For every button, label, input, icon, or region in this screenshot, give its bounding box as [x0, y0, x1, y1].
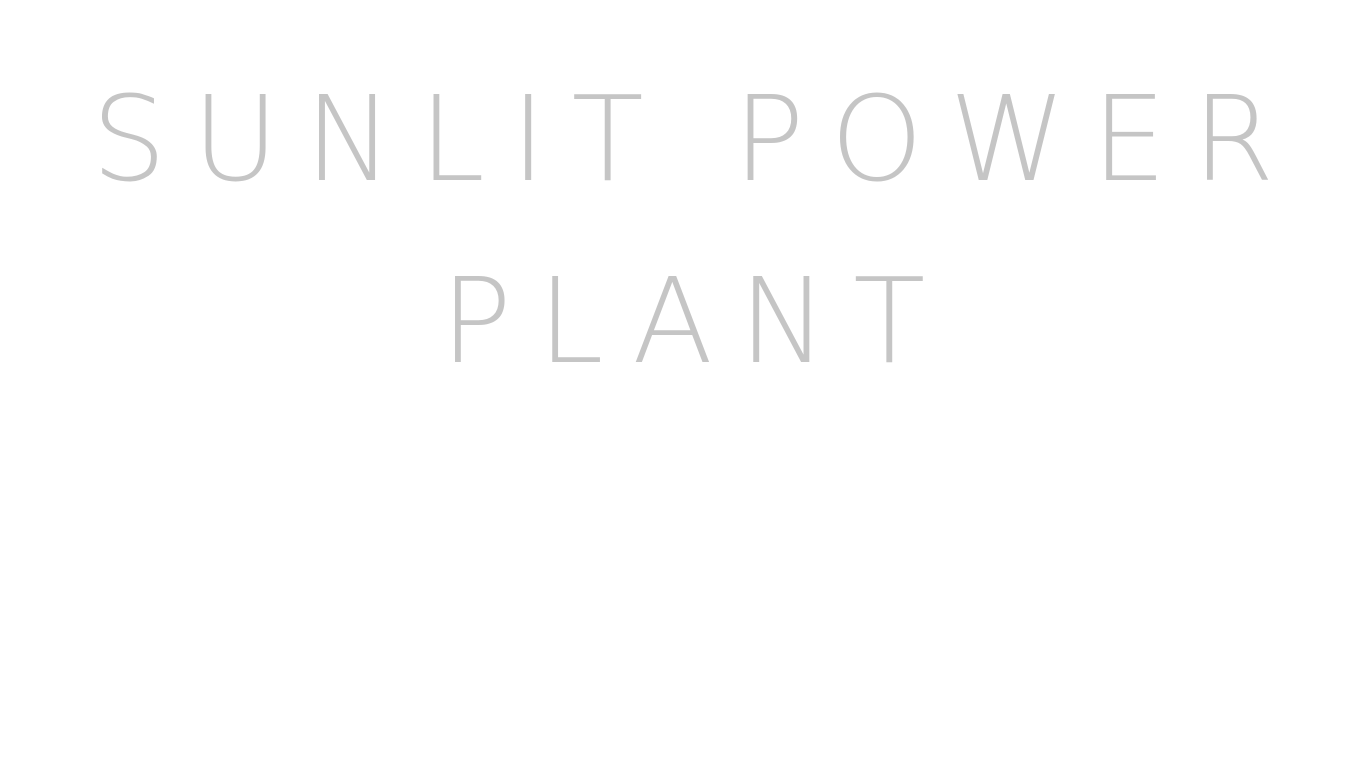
page-title: [0, 48, 1366, 412]
page-title-line-2: PLANT: [440, 252, 952, 390]
page-title-line-1: SUNLIT POWER: [91, 70, 1301, 208]
